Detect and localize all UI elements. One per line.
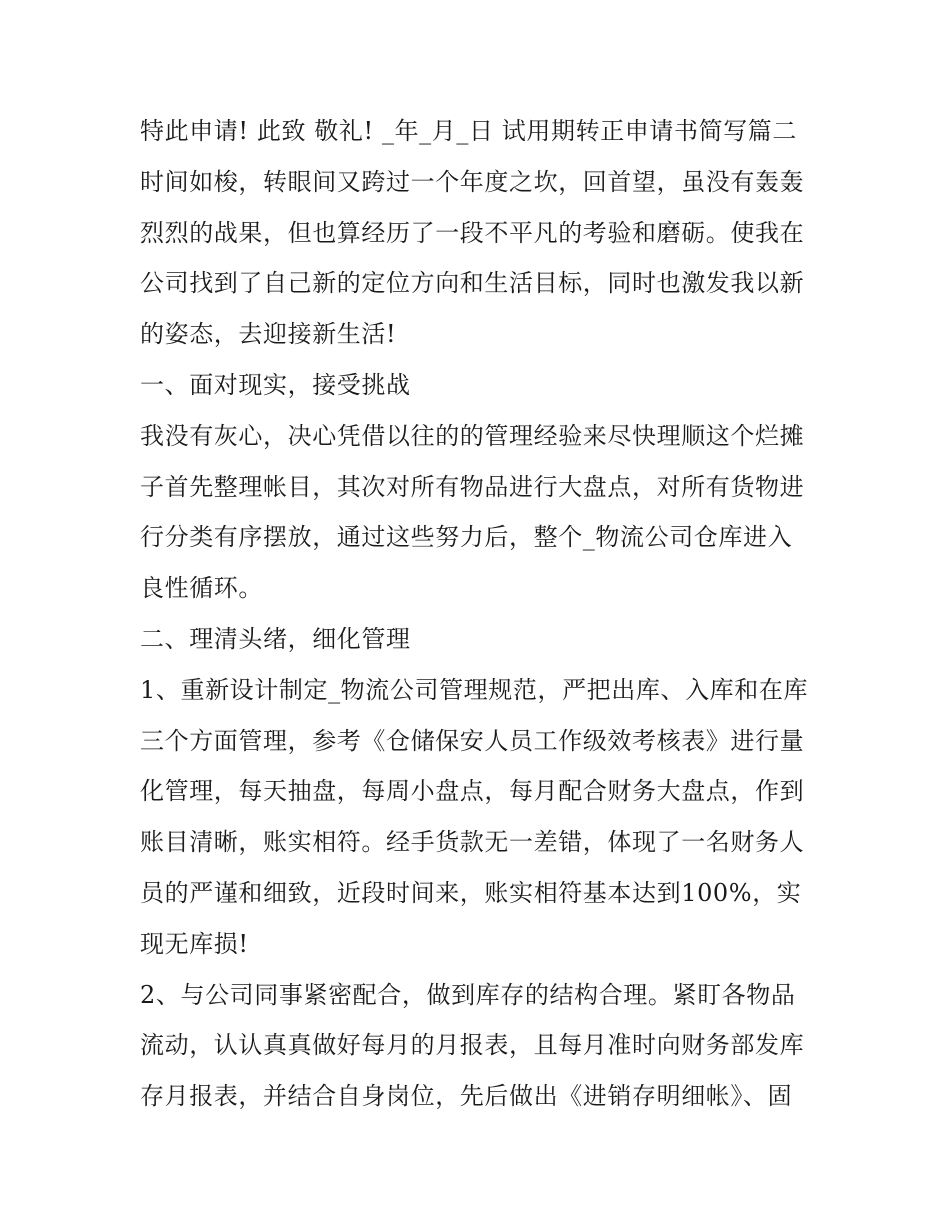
text-line: 的姿态，去迎接新生活! <box>140 320 397 349</box>
document-body <box>140 106 820 1122</box>
text-line: 现无库损! <box>140 929 249 958</box>
text-line: 烈烈的战果，但也算经历了一段不平凡的考验和磨砺。使我在 <box>140 218 805 247</box>
text-line: 2、与公司同事紧密配合，做到库存的结构合理。紧盯各物品 <box>140 980 796 1009</box>
text-line: 公司找到了自己新的定位方向和生活目标，同时也激发我以新 <box>140 269 805 298</box>
section-heading: 二、理清头绪，细化管理 <box>140 624 411 653</box>
text-line: 账目清晰，账实相符。经手货款无一差错，体现了一名财务人 <box>140 828 805 857</box>
text-line: 1、重新设计制定_物流公司管理规范，严把出库、入库和在库 <box>140 675 809 704</box>
text-line: 特此申请! 此致 敬礼! _年_月_日 试用期转正申请书简写篇二 <box>140 117 798 145</box>
text-line: 流动，认认真真做好每月的月报表，且每月准时向财务部发库 <box>140 1031 805 1060</box>
section-heading: 一、面对现实，接受挑战 <box>140 370 411 399</box>
text-line: 存月报表，并结合自身岗位，先后做出《进销存明细帐》、固 <box>140 1082 793 1111</box>
text-line: 时间如梭，转眼间又跨过一个年度之坎，回首望，虽没有轰轰 <box>140 167 805 196</box>
text-line: 化管理，每天抽盘，每周小盘点，每月配合财务大盘点，作到 <box>140 777 805 806</box>
text-line: 我没有灰心，决心凭借以往的的管理经验来尽快理顺这个烂摊 <box>140 421 805 450</box>
text-line: 行分类有序摆放，通过这些努力后，整个_物流公司仓库进入 <box>140 523 793 552</box>
text-line: 子首先整理帐目，其次对所有物品进行大盘点，对所有货物进 <box>140 472 805 501</box>
text-line: 员的严谨和细致，近段时间来，账实相符基本达到100%，实 <box>140 878 802 907</box>
text-line: 三个方面管理，参考《仓储保安人员工作级效考核表》进行量 <box>140 726 805 755</box>
text-line: 良性循环。 <box>140 574 263 603</box>
